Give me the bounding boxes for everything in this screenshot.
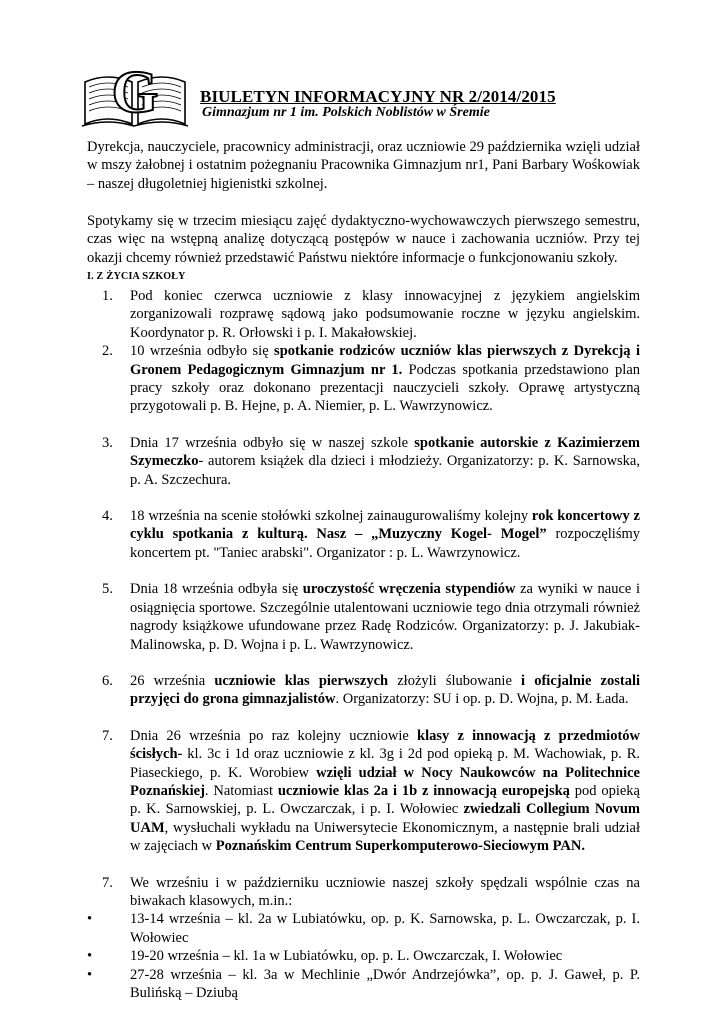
item-text: Podczas spotkania przedstawiono plan pracy szkoły oraz dokonano prezentacji nauczycieli szkoły. Oprawę artystyczną przygotowali p. B. Hejne, p. A. Niemier, p. L. Wawrzynowicz. — [130, 361, 641, 415]
item-number: 7. — [102, 727, 113, 744]
bullet-icon: • — [87, 966, 93, 983]
item-number: 1. — [102, 288, 113, 304]
list-item — [87, 434, 640, 489]
item-text: 18 września na scenie stołówki szkolnej zainaugurowaliśmy kolejny — [130, 508, 532, 525]
section-rest: ZKOŁY — [148, 271, 186, 282]
bullet-text: 27-28 września – kl. 3a w Mechlinie „Dwór Andrzejówka”, op. p. J. Gaweł, p. P. Bulińską – Dziubą — [130, 966, 640, 1001]
item-text: . Organizatorzy: SU i op. p. D. Wojna, p. M. Łada. — [335, 691, 629, 708]
logo-letter: G — [111, 60, 159, 125]
item-text-bold: klasy z innowacją z przedmiotów ścisłych- — [130, 727, 640, 763]
spacer — [87, 709, 640, 727]
list-item — [87, 507, 640, 562]
section-z: Ż — [106, 270, 114, 282]
list-item — [87, 580, 640, 654]
item-text: Pod koniec czerwca uczniowie z klasy innowacyjnej z językiem angielskim zorganizowali rozprawę sądową jako podsumowanie roczne w języku angielskim. Koordynator p. R. Orłowski i p. I. Makałowskiej. — [130, 288, 640, 341]
item-text-bold: rok koncertowy z cyklu spotkania z kulturą. Nasz – „Muzyczny Kogel- Mogel” — [130, 508, 640, 543]
school-logo-icon — [80, 60, 190, 128]
item-number: 3. — [102, 434, 113, 451]
item-text-bold: i oficjalnie zostali przyjęci do grona gimnazjalistów — [130, 672, 641, 708]
list-item — [87, 342, 640, 416]
item-text: Dnia 17 września odbyło się w naszej szkole — [130, 434, 415, 451]
item-text-bold: wzięli udział w Nocy Naukowców na Politechnice Poznańskiej — [130, 764, 640, 799]
section-heading — [87, 270, 186, 282]
item-number: 6. — [102, 672, 113, 689]
bullet-icon: • — [87, 948, 93, 965]
bullet-item — [87, 910, 640, 947]
spacer — [87, 489, 640, 507]
item-text: 10 września odbyło się — [130, 343, 275, 360]
bullet-item — [87, 966, 640, 1003]
list-item — [87, 287, 640, 342]
section-prefix: I. Z — [87, 271, 107, 282]
item-number: 7. — [102, 874, 113, 891]
section-mid: YCIA — [113, 271, 143, 282]
item-text: Dnia 18 września odbyła się — [130, 581, 303, 598]
item-text-bold: spotkanie rodziców uczniów klas pierwszych z Dyrekcją i Gronem Pedagogicznym Gimnazjum nr 1. — [130, 343, 640, 378]
item-text-bold: uroczystość wręczenia stypendiów — [302, 581, 516, 598]
item-text: Dnia 26 września po raz kolejny uczniowie — [130, 727, 418, 744]
item-text-bold: Poznańskim Centrum Superkomputerowo-Sieciowym PAN. — [215, 838, 585, 855]
intro-paragraph-1: Dyrekcja, nauczyciele, pracownicy administracji, oraz uczniowie 29 października wzięli udział w mszy żałobnej i ostatnim pożegnaniu Pracownika Gimnazjum nr1, Pani Barbary Wośkowiak – naszej długoletniej higienistki szkolnej. — [87, 139, 640, 192]
item-text: pod opieką p. K. Sarnowskiej, p. L. Owczarczak, i p. I. Wołowiec — [130, 782, 640, 818]
item-text-bold: uczniowie klas pierwszych — [214, 672, 389, 689]
list-item — [87, 874, 640, 911]
item-text: , wysłuchali wykładu na Uniwersytecie Ekonomicznym, a następnie brali udział w zajęciach w — [130, 819, 640, 855]
bullet-icon: • — [87, 911, 93, 928]
camp-list — [87, 910, 640, 1002]
list-item — [87, 727, 640, 856]
bullet-text: 13-14 września – kl. 2a w Lubiatówku, op. p. K. Sarnowska, p. L. Owczarczak, p. I. Wołowiec — [130, 911, 640, 946]
item-number: 2. — [102, 343, 113, 360]
item-text: złożyli ślubowanie — [388, 672, 522, 689]
item-text: za wyniki w nauce i osiągnięcia sportowe. Szczególnie utalentowani uczniowie tego dnia otrzymali również nagrody książkowe ufundowane przez Radę Rodziców. Organizatorzy: p. J. Jakubiak- Malinowska, p. D. Wojna i p. L. Wawrzynowicz. — [130, 581, 640, 653]
item-text: - autorem książek dla dzieci i młodzieży. Organizatorzy: p. K. Sarnowska, p. A. Szczechura. — [130, 453, 640, 488]
item-text-bold: spotkanie autorskie z Kazimierzem Szymeczko — [130, 434, 640, 470]
intro-paragraph-2: Spotykamy się w trzecim miesiącu zajęć dydaktyczno-wychowawczych pierwszego semestru, czas więc na wstępną analizę dotyczącą postępów w nauce i zachowania uczniów. Przy tej okazji chcemy również przedstawić Państwu niektóre informacje o funkcjonowaniu szkoły. — [87, 213, 640, 266]
spacer — [87, 416, 640, 434]
news-list — [87, 287, 640, 1002]
page-subtitle: Gimnazjum nr 1 im. Polskich Noblistów w Śremie — [202, 105, 490, 120]
section-s: S — [142, 270, 149, 282]
item-text-bold: zwiedzali Collegium Novum UAM — [130, 801, 641, 836]
item-text: 26 września — [130, 672, 215, 689]
spacer — [87, 562, 640, 580]
page-title: BIULETYN INFORMACYJNY NR 2/2014/2015 — [200, 87, 556, 106]
item-number: 5. — [102, 581, 113, 598]
item-text: kl. 3c i 1d oraz uczniowie z kl. 3g i 2d pod opieką p. M. Wachowiak, p. R. Piaseckiego, p. K. Worobiew — [130, 746, 640, 781]
item-text-bold: uczniowie klas 2a i 1b z innowacją europejską — [277, 782, 570, 799]
bullet-item — [87, 947, 640, 965]
item-text: rozpoczęliśmy koncertem pt. "Taniec arabski". Organizator : p. L. Wawrzynowicz. — [130, 526, 640, 561]
item-text: We wrześniu i w październiku uczniowie naszej szkoły spędzali wspólnie czas na biwakach klasowych, m.in.: — [130, 874, 640, 909]
spacer — [87, 856, 640, 874]
item-number: 4. — [102, 508, 113, 525]
list-item — [87, 672, 640, 709]
item-text: . Natomiast — [204, 782, 278, 799]
bullet-text: 19-20 września – kl. 1a w Lubiatówku, op. p. L. Owczarczak, I. Wołowiec — [130, 948, 563, 965]
spacer — [87, 654, 640, 672]
